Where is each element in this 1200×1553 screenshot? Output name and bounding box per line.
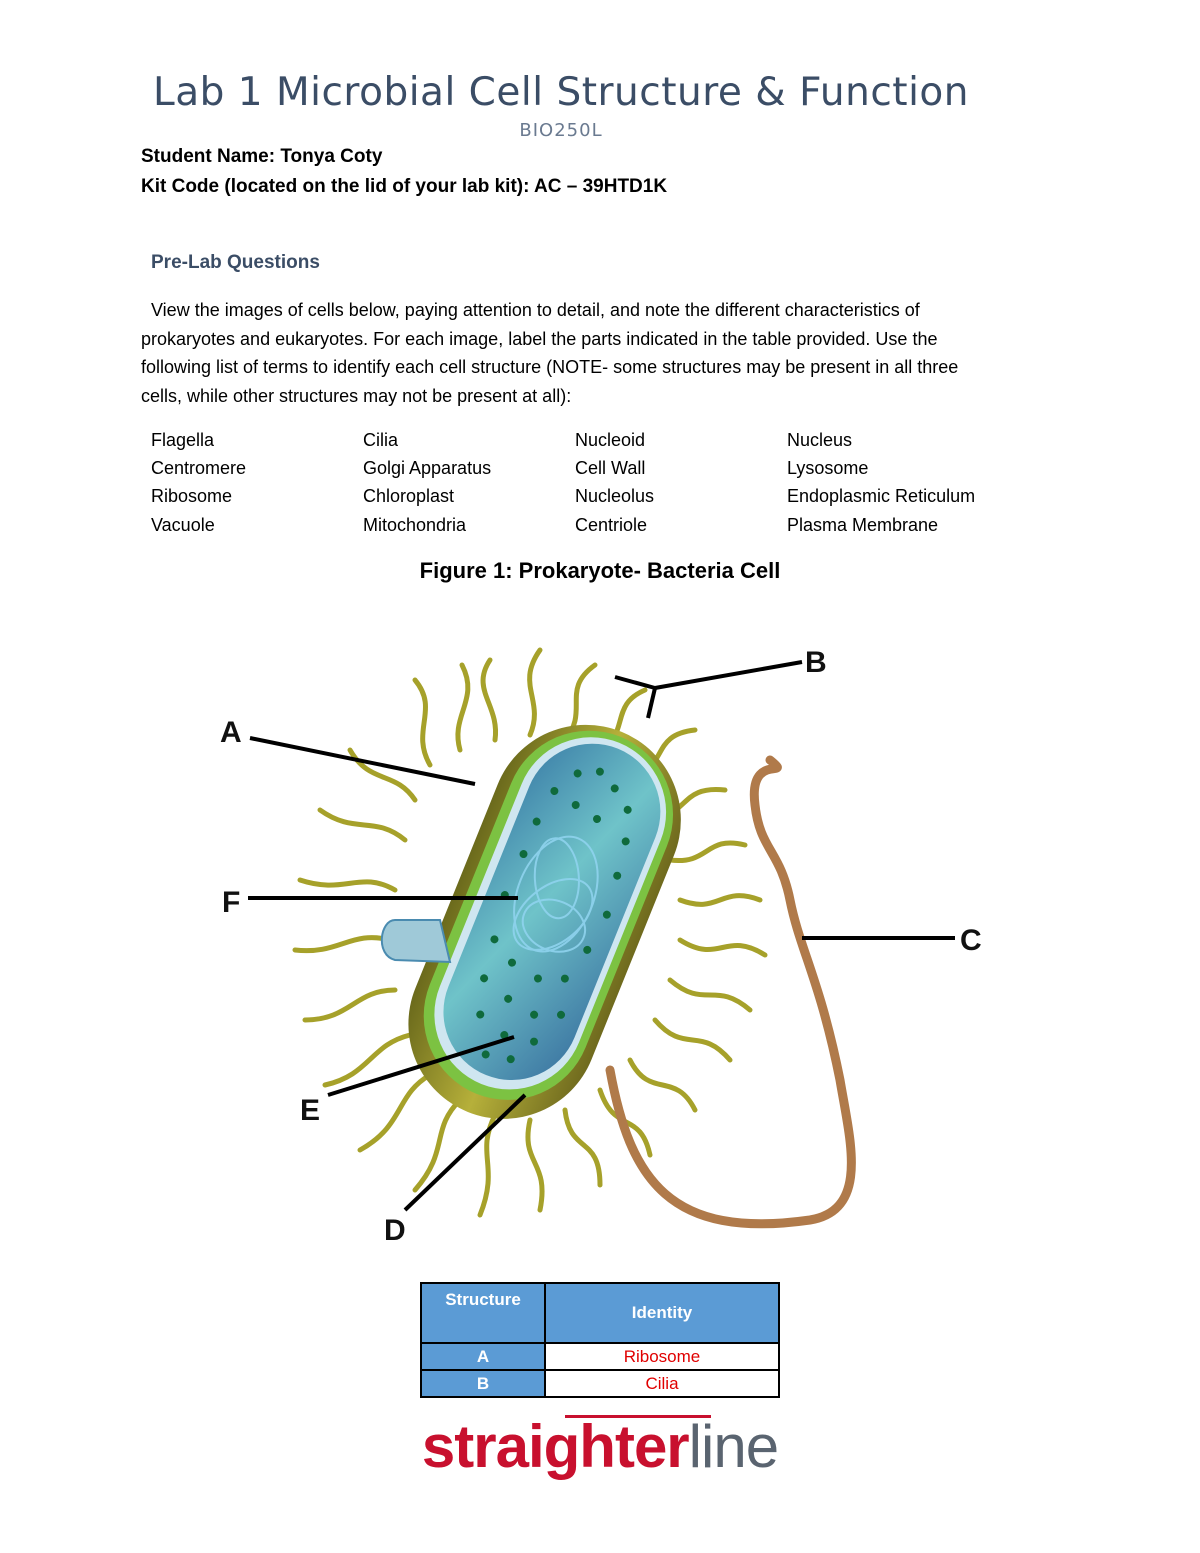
table-row xyxy=(421,1343,779,1370)
label-b: B xyxy=(805,646,827,679)
logo-text-secondary: line xyxy=(688,1413,779,1480)
header-structure: Structure xyxy=(421,1283,545,1343)
cell-wall-flap xyxy=(382,920,450,962)
table-row xyxy=(421,1370,779,1397)
header-identity: Identity xyxy=(545,1283,779,1343)
term-item: Nucleoid xyxy=(575,430,646,450)
bacteria-cell-diagram xyxy=(200,620,1020,1260)
term-item: Mitochondria xyxy=(363,514,467,535)
term-item: Cell Wall xyxy=(575,458,646,479)
course-code: BIO250L xyxy=(519,120,603,141)
term-item: Ribosome xyxy=(151,486,233,507)
label-a: A xyxy=(220,716,242,749)
instructions-line: cells, while other structures may not be present at all): xyxy=(141,385,572,406)
term-item: Nucleus xyxy=(787,430,853,450)
row-identity[interactable]: Cilia xyxy=(545,1370,779,1397)
answer-table xyxy=(420,1282,780,1398)
term-item: Nucleolus xyxy=(575,486,655,507)
label-f: F xyxy=(222,886,241,919)
row-structure: B xyxy=(421,1370,545,1397)
logo-text-primary: straighter xyxy=(421,1413,689,1480)
section-heading-prelab: Pre-Lab Questions xyxy=(151,252,320,273)
term-item: Centriole xyxy=(575,514,648,535)
instructions-line: View the images of cells below, paying attention to detail, and note the different characteristics of xyxy=(151,300,920,320)
label-e: E xyxy=(300,1094,321,1127)
term-item: Golgi Apparatus xyxy=(363,458,492,479)
label-c: C xyxy=(960,924,982,957)
label-d: D xyxy=(384,1214,406,1247)
document-title: Lab 1 Microbial Cell Structure & Function xyxy=(153,70,969,115)
term-item: Flagella xyxy=(151,430,215,450)
student-name: Student Name: Tonya Coty xyxy=(141,146,383,167)
term-item: Centromere xyxy=(151,458,247,479)
instructions-line: following list of terms to identify each cell structure (NOTE- some structures may be present in all three xyxy=(141,357,959,377)
term-item: Plasma Membrane xyxy=(787,514,939,535)
instructions-paragraph xyxy=(141,296,1061,410)
term-item: Vacuole xyxy=(151,514,215,535)
figure-title: Figure 1: Prokaryote- Bacteria Cell xyxy=(419,558,781,583)
term-item: Chloroplast xyxy=(363,486,455,507)
term-item: Endoplasmic Reticulum xyxy=(787,486,976,507)
straighterline-logo xyxy=(0,1412,1200,1481)
kit-code: Kit Code (located on the lid of your lab kit): AC – 39HTD1K xyxy=(141,176,668,197)
term-item: Cilia xyxy=(363,430,399,450)
instructions-line: prokaryotes and eukaryotes. For each image, label the parts indicated in the table provided. Use the xyxy=(141,328,938,349)
term-item: Lysosome xyxy=(787,458,869,479)
row-structure: A xyxy=(421,1343,545,1370)
row-identity[interactable]: Ribosome xyxy=(545,1343,779,1370)
term-list xyxy=(151,426,1027,539)
